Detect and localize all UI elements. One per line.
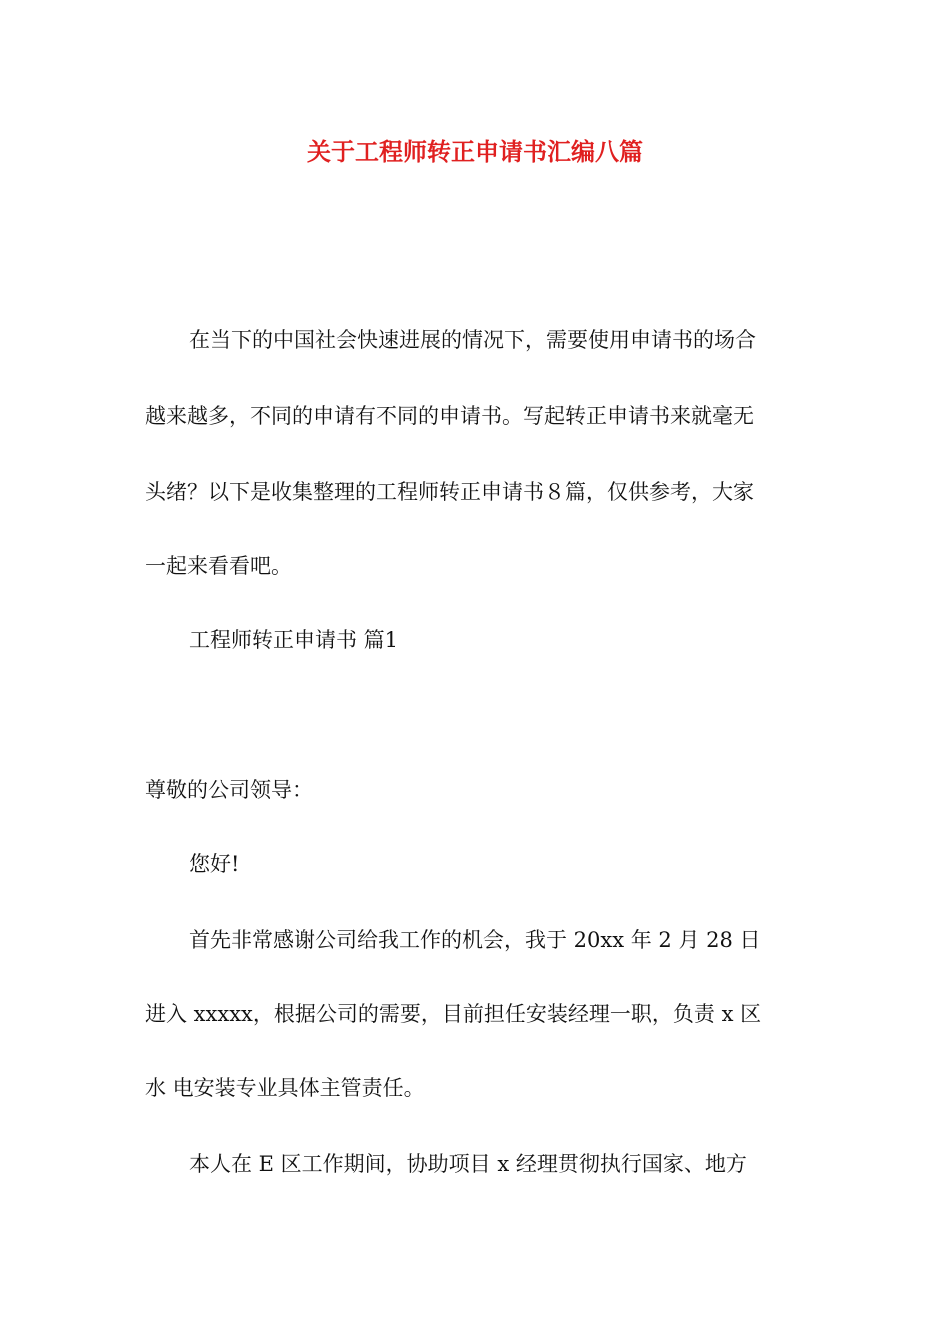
greeting: 您好!: [189, 852, 240, 876]
intro-line-2: 越来越多，不同的申请有不同的申请书。写起转正申请书来就毫无: [145, 404, 754, 428]
paragraph-1-line-1: 首先非常感谢公司给我工作的机会，我于 20xx 年 2 月 28 日: [189, 928, 761, 952]
section-heading: 工程师转正申请书 篇1: [189, 628, 399, 652]
paragraph-2-line-1: 本人在 E 区工作期间，协助项目 x 经理贯彻执行国家、地方: [189, 1152, 747, 1176]
intro-line-1: 在当下的中国社会快速进展的情况下，需要使用申请书的场合: [189, 328, 756, 352]
intro-line-4: 一起来看看吧。: [145, 554, 292, 578]
document-title: 关于工程师转正申请书汇编八篇: [307, 138, 643, 166]
paragraph-1-line-3: 水 电安装专业具体主管责任。: [145, 1076, 425, 1100]
paragraph-1-line-2: 进入 xxxxx，根据公司的需要，目前担任安装经理一职，负责 x 区: [145, 1002, 762, 1026]
salutation: 尊敬的公司领导：: [145, 778, 313, 802]
intro-line-3: 头绪？以下是收集整理的工程师转正申请书８篇，仅供参考，大家: [145, 480, 754, 504]
